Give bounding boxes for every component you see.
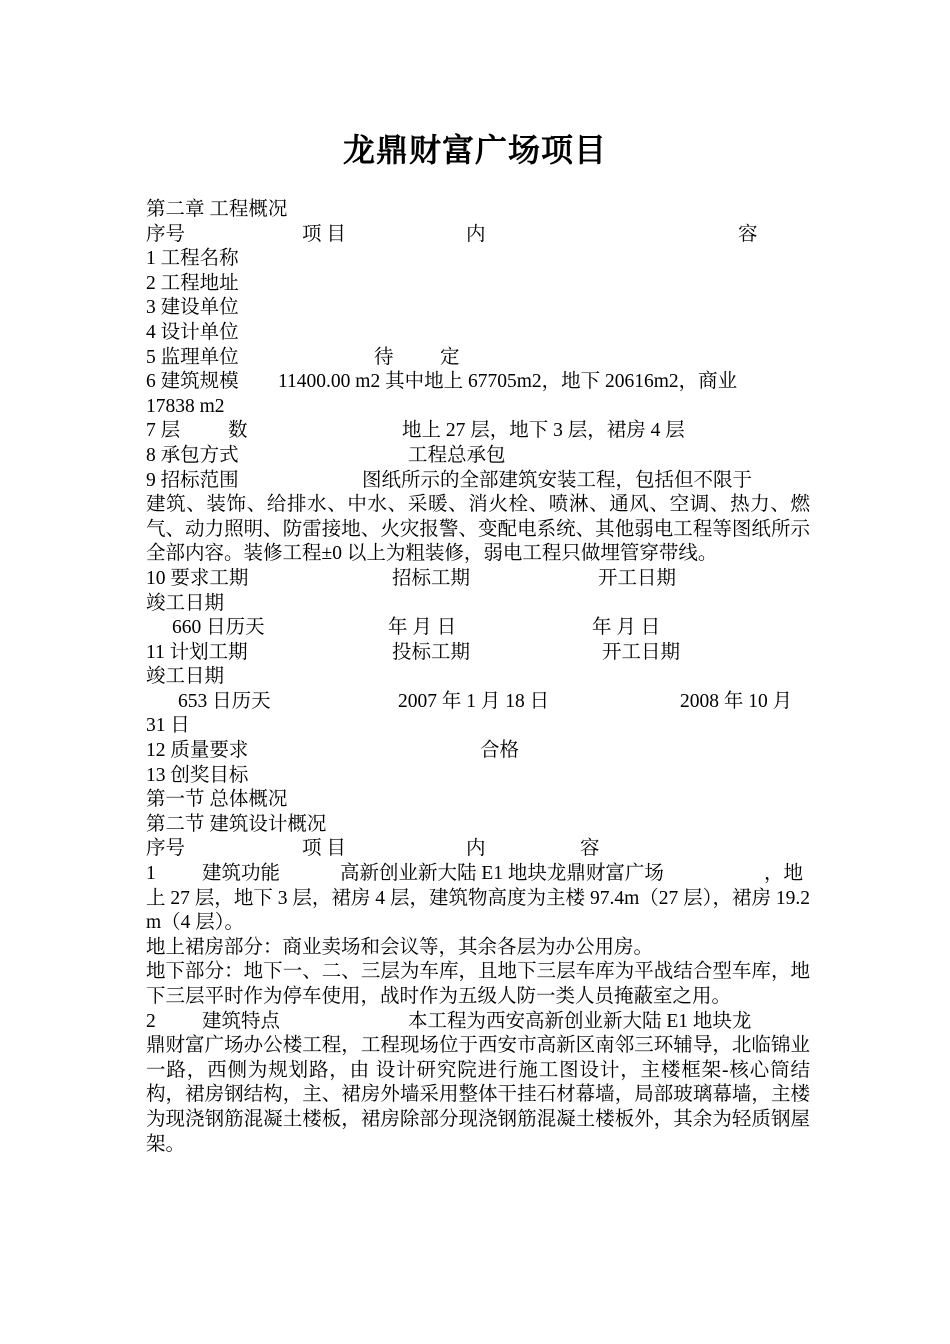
row-value: 660 日历天 <box>172 617 265 639</box>
table-row <box>146 641 810 666</box>
section-title: 第二节 建筑设计概况 <box>146 813 327 835</box>
row-label: 建筑特点 <box>202 1010 281 1032</box>
row-value: 11400.00 m2 其中地上 67705m2，地下 20616m2，商业 <box>278 371 738 393</box>
row-value: 653 日历天 <box>178 690 271 712</box>
table1-header <box>146 223 810 248</box>
row-label: 1 工程名称 <box>146 248 239 270</box>
header-content-2: 容 <box>580 838 600 860</box>
row-value: 待 <box>374 346 394 368</box>
row-paragraph: 建筑、装饰、给排水、中水、采暖、消火栓、喷淋、通风、空调、热力、燃气、动力照明、防雷接地、火灾报警、变配电系统、其他弱电工程等图纸所示全部内容。装修工程±0 以上为粗装修，弱电工程只做埋管穿带线。 <box>146 494 810 565</box>
table-row <box>146 469 810 494</box>
table-row <box>146 247 810 272</box>
row-value: 本工程为西安高新创业新大陆 E1 地块龙 <box>408 1010 752 1032</box>
row-column: 投标工期 <box>392 641 471 663</box>
header-seq: 序号 <box>146 838 186 860</box>
row-label: 12 质量要求 <box>146 740 249 762</box>
row-label: 6 建筑规模 <box>146 371 239 393</box>
row-column: 竣工日期 <box>146 592 225 614</box>
table-row-continuation <box>146 665 810 690</box>
row-label: 建筑功能 <box>202 863 281 885</box>
row-label: 10 要求工期 <box>146 567 249 589</box>
row-label: 4 设计单位 <box>146 321 239 343</box>
row-value: 工程总承包 <box>408 444 506 466</box>
table-row <box>146 567 810 592</box>
section-title: 第一节 总体概况 <box>146 789 288 811</box>
row-label: 5 监理单位 <box>146 346 239 368</box>
table-row-continuation <box>146 395 810 420</box>
row-label: 7 层 <box>146 420 181 442</box>
section-heading <box>146 813 810 838</box>
row-label: 9 招标范围 <box>146 469 239 491</box>
header-seq: 序号 <box>146 223 186 245</box>
table-row <box>146 444 810 469</box>
row-value: 年 月 日 <box>592 617 661 639</box>
row-column: 竣工日期 <box>146 666 225 688</box>
row-value: 地上 27 层，地下 3 层，裙房 4 层 <box>402 420 685 442</box>
row-number: 2 <box>146 1010 156 1032</box>
chapter-title: 第二章 工程概况 <box>146 199 288 220</box>
row-label: 3 建设单位 <box>146 297 239 319</box>
row-value: 定 <box>440 346 460 368</box>
table-row <box>146 739 810 764</box>
row-value: 31 日 <box>146 715 190 737</box>
table-row <box>146 321 810 346</box>
chapter-heading <box>146 198 810 223</box>
paragraph-below-ground: 地下部分：地下一、二、三层为车库，且地下三层车库为平战结合型车库，地下三层平时作为停车使用，战时作为五级人防一类人员掩蔽室之用。 <box>146 961 810 1007</box>
row-value: 17838 m2 <box>146 395 225 417</box>
table-row-continuation <box>146 714 810 739</box>
table-row <box>146 1010 810 1035</box>
header-content-1: 内 <box>466 223 486 245</box>
table-row <box>146 272 810 297</box>
row-value: 2007 年 1 月 18 日 <box>398 690 550 712</box>
row-label: 数 <box>228 420 248 442</box>
row-value: ，地 <box>764 863 804 885</box>
row-paragraph: 鼎财富广场办公楼工程，工程现场位于西安市高新区南邻三环辅导，北临锦业一路，西侧为规划路，由 设计研究院进行施工图设计，主楼框架-核心筒结构，裙房钢结构，主、裙房外墙采用整体干挂石材幕墙，局部玻璃幕墙，主楼为现浇钢筋混凝土楼板，裙房除部分现浇钢筋混凝土楼板外，其余为轻质钢屋架。 <box>146 1035 810 1155</box>
row-label: 11 计划工期 <box>146 641 248 663</box>
row-paragraph: 上 27 层，地下 3 层，裙房 4 层，建筑物高度为主楼 97.4m（27 层），裙房 19.2m（4 层）。 <box>146 887 810 934</box>
table-row <box>146 296 810 321</box>
paragraph-above-ground: 地上裙房部分：商业卖场和会议等，其余各层为办公用房。 <box>146 936 654 958</box>
row-number: 1 <box>146 863 156 885</box>
table-row <box>146 370 810 395</box>
row-value: 2008 年 10 月 <box>680 690 793 712</box>
row-value: 高新创业新大陆 E1 地块龙鼎财富广场 <box>340 863 664 885</box>
table-row <box>146 764 810 789</box>
document-body <box>146 198 810 1157</box>
row-column: 开工日期 <box>602 641 681 663</box>
row-value: 图纸所示的全部建筑安装工程，包括但不限于 <box>362 469 753 491</box>
row-column: 开工日期 <box>598 567 677 589</box>
row-column: 招标工期 <box>392 567 471 589</box>
header-item: 项 目 <box>302 838 346 860</box>
table-row <box>146 419 810 444</box>
table-row <box>146 862 810 887</box>
row-value: 年 月 日 <box>388 617 457 639</box>
header-item: 项 目 <box>302 223 346 245</box>
table-row <box>146 346 810 371</box>
table-row-values <box>146 690 810 715</box>
table-row-continuation <box>146 592 810 617</box>
row-label: 2 工程地址 <box>146 272 239 294</box>
row-value: 合格 <box>480 740 520 762</box>
table2-header <box>146 837 810 862</box>
section-heading <box>146 788 810 813</box>
header-content-2: 容 <box>738 223 758 245</box>
row-label: 13 创奖目标 <box>146 764 249 786</box>
header-content-1: 内 <box>466 838 486 860</box>
row-label: 8 承包方式 <box>146 444 239 466</box>
table-row-values <box>146 616 810 641</box>
page-title: 龙鼎财富广场项目 <box>342 131 607 169</box>
